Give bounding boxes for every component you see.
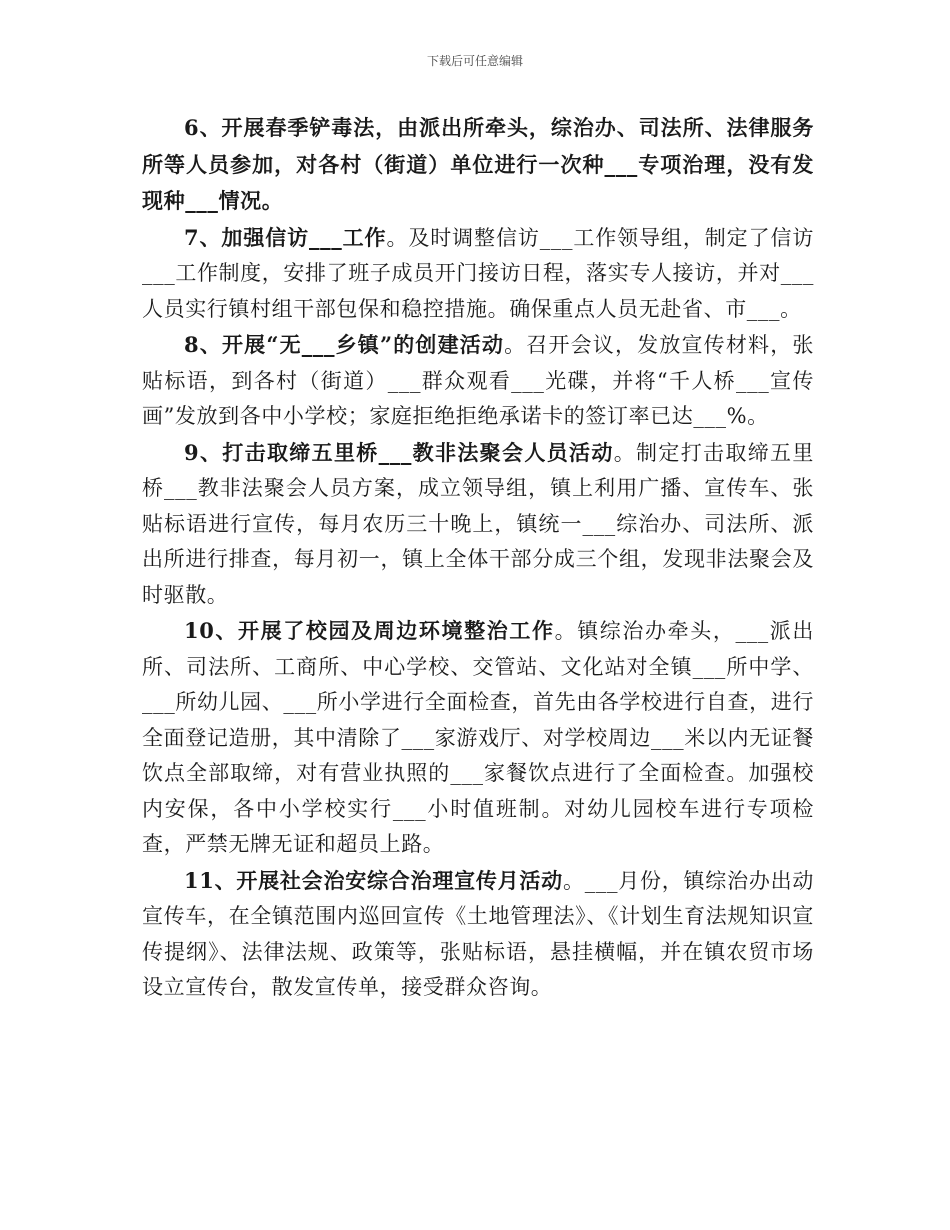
paragraph-10 bbox=[142, 613, 814, 863]
paragraph-8-body: 。召开会议，发放宣传材料，张贴标语，到各村（街道）___群众观看___光碟，并将“千人桥___宣传画”发放到各中小学校；家庭拒绝拒绝承诺卡的签订率已达___%。 bbox=[142, 333, 814, 428]
paragraph-6 bbox=[142, 110, 814, 220]
paragraph-10-lead: 10、开展了校园及周边环境整治工作 bbox=[184, 618, 555, 643]
paragraph-6-lead: 6、开展春季铲毒法，由派出所牵头，综治办、司法所、法律服务所等人员参加，对各村（街道）单位进行一次种___专项治理，没有发现种___情况。 bbox=[142, 115, 814, 213]
paragraph-7-body: 。及时调整信访___工作领导组，制定了信访___工作制度，安排了班子成员开门接访日程，落实专人接访，并对___人员实行镇村组干部包保和稳控措施。确保重点人员无赴省、市___。 bbox=[142, 225, 814, 321]
paragraph-8-lead: 8、开展“无___乡镇”的创建活动 bbox=[184, 332, 505, 357]
page-header-note: 下载后可任意编辑 bbox=[426, 54, 523, 68]
paragraph-11-body: 。___月份，镇综治办出动宣传车，在全镇范围内巡回宣传《土地管理法》、《计划生育法规知识宣传提纲》、法律法规、政策等，张贴标语，悬挂横幅，并在镇农贸市场设立宣传台，散发宣传单，接受群众咨询。 bbox=[142, 868, 814, 999]
paragraph-8 bbox=[142, 327, 814, 435]
document-body bbox=[142, 110, 814, 1006]
paragraph-7-lead: 7、加强信访___工作 bbox=[184, 224, 387, 250]
paragraph-11 bbox=[142, 863, 814, 1006]
paragraph-9-body: 。制定打击取缔五里桥___教非法聚会人员方案，成立领导组，镇上利用广播、宣传车、张贴标语进行宣传，每月农历三十晚上，镇统一___综治办、司法所、派出所进行排查，每月初一，镇上全体干部分成三个组，发现非法聚会及时驱散。 bbox=[142, 440, 814, 607]
paragraph-11-lead: 11、开展社会治安综合治理宣传月活动 bbox=[184, 867, 563, 893]
paragraph-7 bbox=[142, 220, 814, 328]
paragraph-10-body: 。镇综治办牵头，___派出所、司法所、工商所、中心学校、交管站、文化站对全镇___所中学、___所幼儿园、___所小学进行全面检查，首先由各学校进行自查，进行全面登记造册，其中清除了___家游戏厅、对学校周边___米以内无证餐饮点全部取缔，对有营业执照的___家餐饮点进行了全面检查。加强校内安保，各中小学校实行___小时值班制。对幼儿园校车进行专项检查，严禁无牌无证和超员上路。 bbox=[142, 619, 814, 856]
paragraph-9 bbox=[142, 435, 814, 614]
paragraph-9-lead: 9、打击取缔五里桥___教非法聚会人员活动 bbox=[184, 439, 614, 465]
